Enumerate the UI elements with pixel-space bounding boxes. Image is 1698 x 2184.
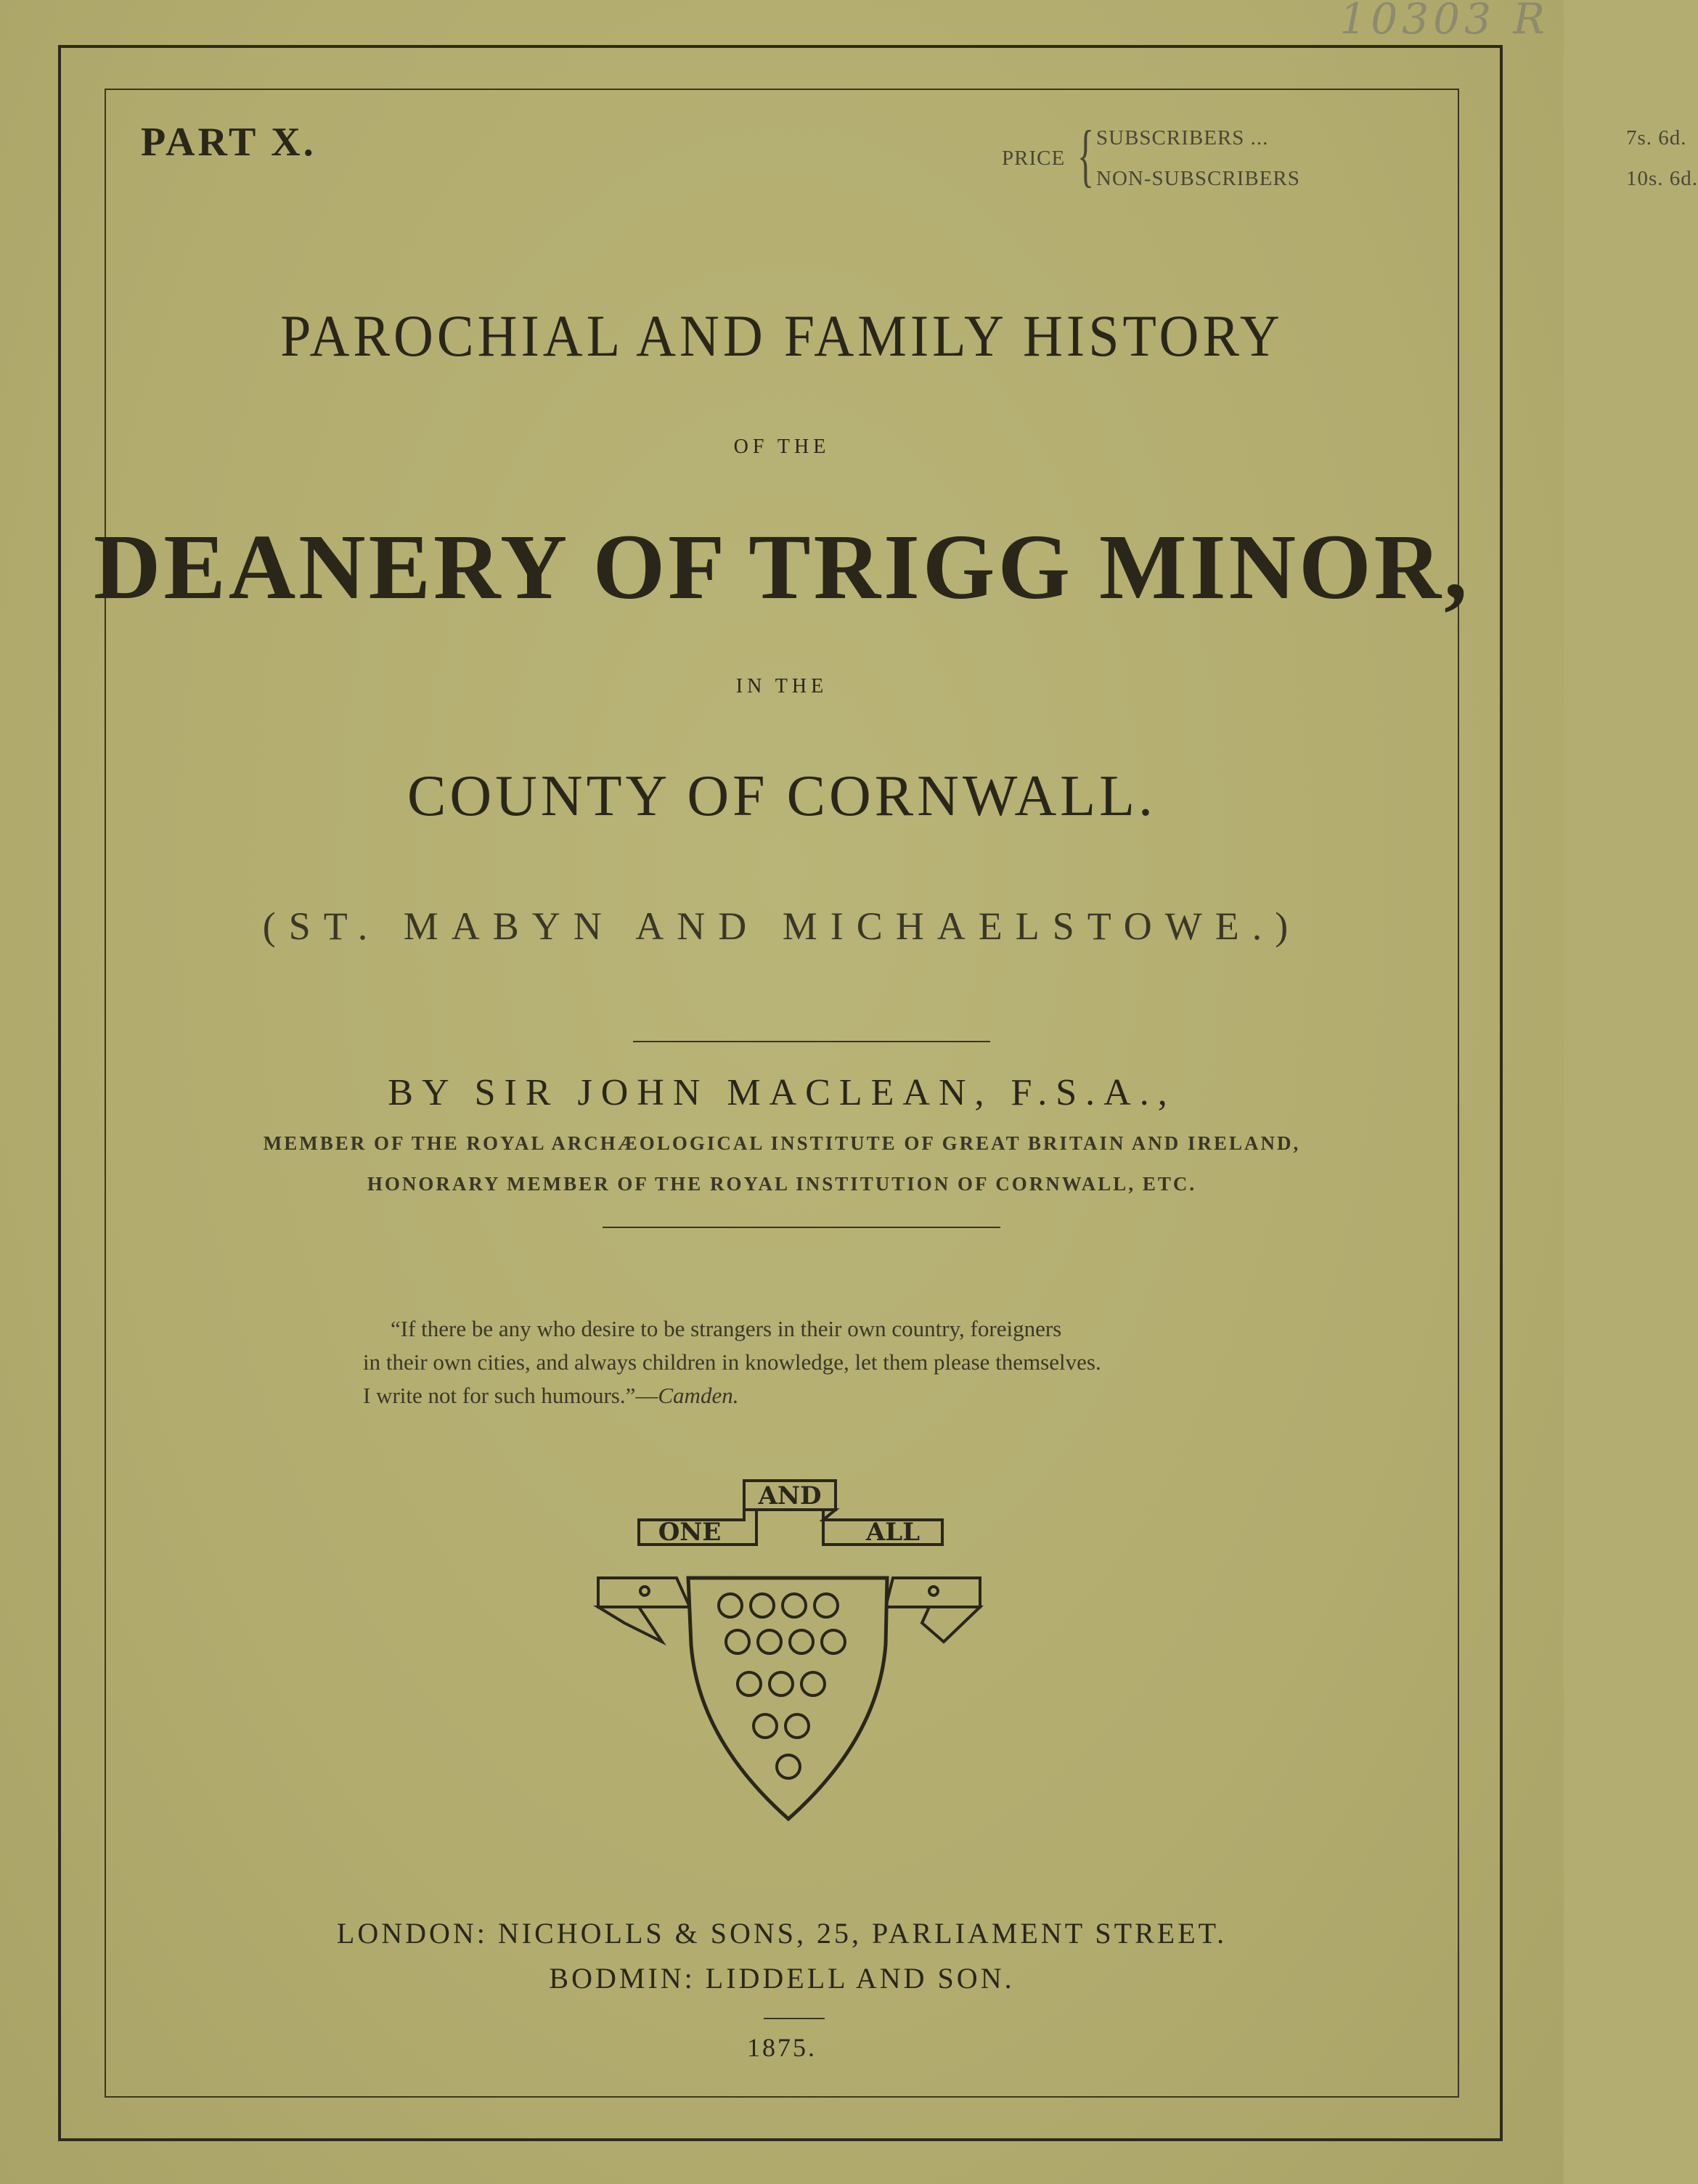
- epigraph-line: “If there be any who desire to be strangers in their own country, foreigners: [391, 1316, 1062, 1341]
- title-line-1: PAROCHIAL AND FAMILY HISTORY: [280, 303, 1283, 369]
- coat-of-arms: [595, 1478, 987, 1826]
- title-line-2: OF THE: [733, 435, 830, 458]
- divider: [633, 1041, 990, 1042]
- divider: [764, 2018, 825, 2019]
- epigraph-text: I write not for such humours.”—: [363, 1383, 658, 1408]
- price-row-non-subscribers: [1096, 167, 1698, 191]
- price-who: SUBSCRIBERS ...: [1096, 126, 1269, 150]
- main-title: DEANERY OF TRIGG MINOR,: [93, 515, 1471, 618]
- author-byline: BY SIR JOHN MACLEAN, F.S.A.,: [388, 1072, 1176, 1113]
- price-amount: 10s. 6d.: [1626, 167, 1698, 190]
- motto-left: ONE: [658, 1518, 722, 1547]
- motto-right: ALL: [865, 1518, 921, 1547]
- price-row-subscribers: [1096, 126, 1687, 150]
- title-line-5: COUNTY OF CORNWALL.: [407, 764, 1157, 828]
- epigraph-attribution: Camden.: [658, 1383, 739, 1408]
- brace-icon: {: [1077, 116, 1095, 194]
- ribbon-left: [598, 1578, 690, 1607]
- publication-year: 1875.: [747, 2033, 817, 2062]
- motto-top: AND: [758, 1481, 822, 1510]
- price-amount: 7s. 6d.: [1626, 126, 1687, 150]
- imprint-london: LONDON: NICHOLLS & SONS, 25, PARLIAMENT STREET.: [336, 1917, 1228, 1950]
- title-line-4: IN THE: [735, 675, 828, 698]
- epigraph-line: in their own cities, and always children in knowledge, let them please themselves.: [363, 1349, 1101, 1375]
- price-who: NON-SUBSCRIBERS: [1096, 167, 1300, 190]
- author-credential-2: HONORARY MEMBER OF THE ROYAL INSTITUTION OF CORNWALL, ETC.: [367, 1173, 1197, 1195]
- epigraph-line-last: [363, 1379, 1249, 1412]
- handwritten-shelfmark: 10303 R: [1339, 0, 1549, 44]
- ribbon-right-tail: [922, 1607, 980, 1642]
- parishes-subtitle: (ST. MABYN AND MICHAELSTOWE.): [262, 904, 1302, 948]
- divider: [603, 1227, 1000, 1228]
- price-block: [1002, 116, 1698, 202]
- part-number: PART X.: [141, 120, 317, 165]
- ribbon-left-tail: [598, 1607, 662, 1642]
- price-label: PRICE: [1002, 147, 1066, 170]
- epigraph: [363, 1312, 1249, 1412]
- author-credential-1: MEMBER OF THE ROYAL ARCHÆOLOGICAL INSTITUTE OF GREAT BRITAIN AND IRELAND,: [263, 1132, 1301, 1154]
- imprint-bodmin: BODMIN: LIDDELL AND SON.: [549, 1962, 1015, 1995]
- ribbon-right: [886, 1578, 980, 1607]
